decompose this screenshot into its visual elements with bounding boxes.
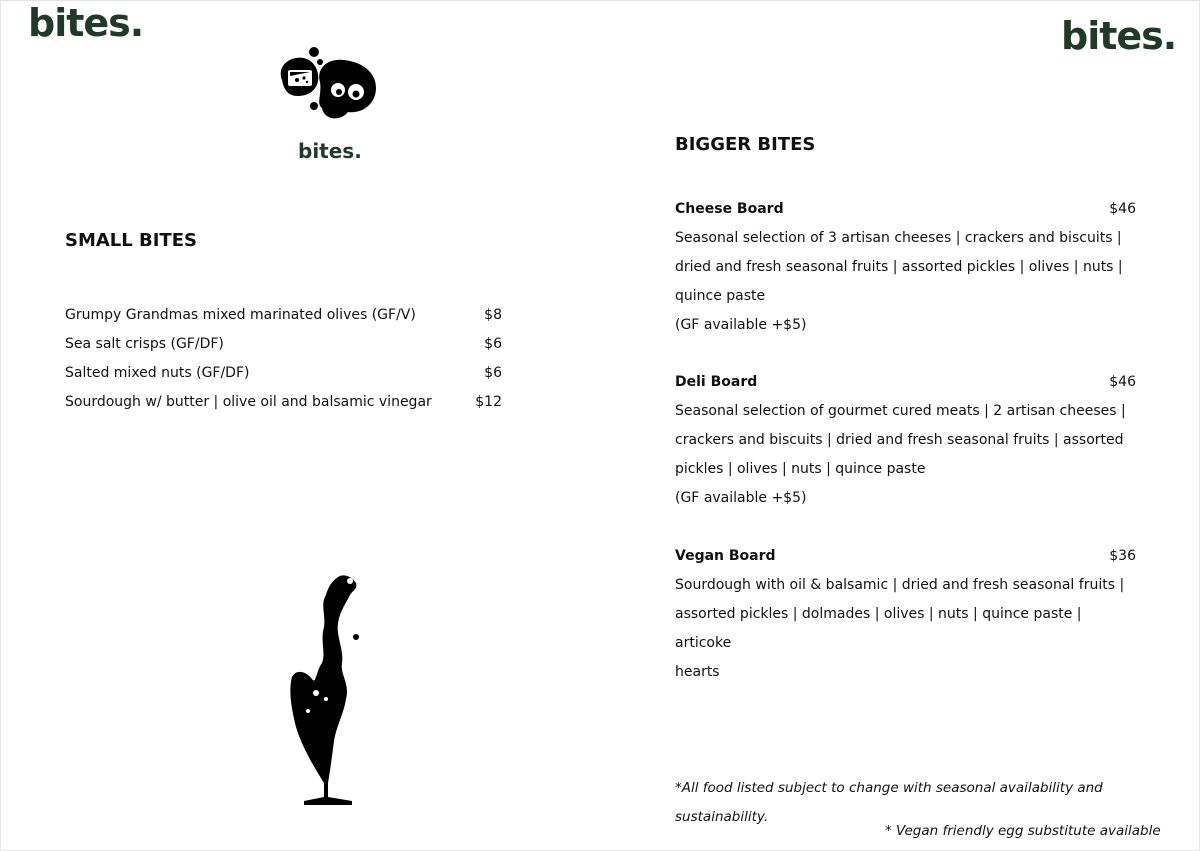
menu-item xyxy=(65,336,502,352)
bigger-bites-heading: BIGGER BITES xyxy=(675,134,816,155)
menu-item xyxy=(65,394,502,410)
menu-item-name: Grumpy Grandmas mixed marinated olives (GF/V) xyxy=(65,307,416,323)
board-description-line: assorted pickles | dolmades | olives | nuts | quince paste | articoke xyxy=(675,606,1082,651)
cheese-and-skull-blob-icon xyxy=(276,46,380,124)
board-item-vegan xyxy=(675,542,1136,687)
note-line: *All food listed subject to change with seasonal availability and xyxy=(675,780,1103,796)
board-name: Cheese Board xyxy=(675,201,784,217)
board-description-line: quince paste xyxy=(675,288,766,304)
brand-logo-right: bites. xyxy=(1061,14,1177,58)
board-description-line: (GF available +$5) xyxy=(675,490,807,506)
board-description-line: pickles | olives | nuts | quince paste xyxy=(675,461,926,477)
menu-item-price: $8 xyxy=(484,307,502,323)
menu-item-name: Sea salt crisps (GF/DF) xyxy=(65,336,224,352)
board-description-line: Seasonal selection of gourmet cured meats | 2 artisan cheeses | xyxy=(675,403,1126,419)
board-description-line: Sourdough with oil & balsamic | dried and fresh seasonal fruits | xyxy=(675,577,1125,593)
board-description-line: hearts xyxy=(675,664,720,680)
board-name: Vegan Board xyxy=(675,548,776,564)
menu-item xyxy=(65,365,502,381)
small-bites-heading: SMALL BITES xyxy=(65,230,197,251)
board-name: Deli Board xyxy=(675,374,758,390)
menu-item-price: $12 xyxy=(475,394,502,410)
board-item-deli xyxy=(675,368,1136,513)
board-price: $46 xyxy=(1109,374,1136,390)
brand-logo-left: bites. xyxy=(28,1,144,45)
brand-logo-small: bites. xyxy=(298,139,362,163)
vegan-egg-note: * Vegan friendly egg substitute available xyxy=(885,823,1161,839)
board-description-line: dried and fresh seasonal fruits | assorted pickles | olives | nuts | xyxy=(675,259,1123,275)
board-item-cheese xyxy=(675,195,1136,340)
menu-item-name: Sourdough w/ butter | olive oil and balsamic vinegar xyxy=(65,394,432,410)
board-price: $46 xyxy=(1109,201,1136,217)
menu-item-price: $6 xyxy=(484,365,502,381)
menu-item xyxy=(65,307,502,323)
menu-item-name: Salted mixed nuts (GF/DF) xyxy=(65,365,250,381)
splashing-wine-glass-icon xyxy=(286,571,361,807)
menu-item-price: $6 xyxy=(484,336,502,352)
board-price: $36 xyxy=(1109,548,1136,564)
note-line: sustainability. xyxy=(675,809,769,825)
board-description-line: (GF available +$5) xyxy=(675,317,807,333)
board-description-line: crackers and biscuits | dried and fresh seasonal fruits | assorted xyxy=(675,432,1124,448)
board-description-line: Seasonal selection of 3 artisan cheeses | crackers and biscuits | xyxy=(675,230,1122,246)
